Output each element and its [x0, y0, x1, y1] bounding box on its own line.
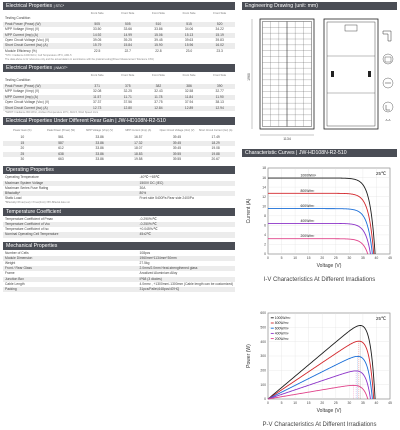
stc-cell: 505 — [82, 22, 113, 27]
nmot-cell: 32.25 — [123, 89, 132, 94]
stc-cell: 510 — [143, 22, 174, 27]
nmot-cell: 37.56 — [123, 100, 132, 105]
x-tick-label: 35 — [360, 401, 365, 405]
nmot-cell: 386 — [174, 84, 205, 89]
y-axis-label: Power (W) — [246, 344, 252, 368]
stc-cell: 15.06 — [143, 33, 174, 38]
x-tick-label: 20 — [320, 256, 325, 260]
nmot-section-header — [3, 64, 235, 72]
rear-cell: 39.55 — [158, 152, 197, 157]
series-label: 1000W/m² — [274, 316, 291, 320]
nmot-cell: 32.58 — [184, 89, 194, 94]
x-tick-label: 10 — [293, 256, 298, 260]
y-tick-label: 18 — [262, 166, 266, 171]
nmot-cell: 12.73 — [82, 106, 113, 111]
operating-value: -40℃~+85℃ — [139, 175, 160, 180]
mechanical-value: 4.0mm² , +1300mm/-1300mm (Cable length can be customized) — [139, 281, 234, 286]
rear-cell: 561 — [58, 135, 64, 140]
nmot-row-label: Peak Power (Pmax) (W) — [3, 84, 82, 89]
nmot-cell: 12.94 — [204, 106, 235, 111]
stc-cell: 515 — [174, 22, 205, 27]
nmot-title-sup: | NMOT* — [53, 66, 68, 71]
y-tick-label: 400 — [260, 339, 266, 344]
x-tick-label: 0 — [267, 401, 269, 405]
series-label: 1000W/m² — [300, 173, 317, 178]
curves-title: Characteristic Curves — [245, 150, 295, 156]
nmot-cell: 37.37 — [93, 100, 102, 105]
stc-row-label: Peak Power (Pmax) (W) — [3, 22, 82, 27]
temperature-title: Temperature Coefficient — [6, 208, 61, 215]
drawing-unit: (unit: mm) — [294, 3, 318, 9]
mechanical-value: 2.0mm/2.0mm Heat-strengthened glass — [138, 266, 235, 271]
series-label: 800W/m² — [300, 188, 315, 193]
y-tick-label: 200 — [260, 368, 266, 373]
operating-note: *Bifaciality=Pmax(rear) / Pmax(front) ±5% Bifacial data not — [5, 201, 70, 205]
mechanical-value: 1960mm*1134mm*30mm — [138, 256, 235, 261]
rear-view — [324, 19, 378, 129]
stc-cell: 22.8 — [155, 48, 162, 53]
nmot-cell: 37.94 — [184, 100, 194, 105]
mechanical-key: Weight — [5, 260, 16, 265]
rear-cell: 39.45 — [172, 135, 182, 140]
stc-row-label: Module Efficiency (%) — [5, 48, 37, 53]
stc-row-label: Short Circuit Current (Isc) (A) — [3, 43, 82, 48]
rear-section-header — [3, 117, 235, 125]
drawing-title: Engineering Drawing — [245, 3, 294, 9]
operating-key: Operating Temperature — [5, 175, 39, 180]
stc-cell: 39.25 — [123, 38, 132, 43]
rear-col-header: Peak Power (Pmax) (W) — [47, 129, 75, 133]
x-tick-label: 45 — [388, 401, 392, 405]
mechanical-value: IP68 (3 diodes) — [138, 277, 235, 282]
mechanical-value: Anodized Aluminium Alloy — [139, 271, 178, 276]
stc-cell: 22.7 — [124, 48, 132, 53]
section-details — [383, 31, 393, 122]
temperature-key: Temperature Coefficient of Isc — [5, 227, 49, 232]
stc-title-sup: | STC* — [53, 4, 65, 8]
y-tick-label: 2 — [264, 242, 266, 247]
stc-cell: 23.3 — [216, 48, 223, 53]
curves-model: JW-HD108N-R2-510 — [298, 150, 347, 156]
rear-cell: 18.07 — [134, 146, 143, 151]
stc-col-header: Front Side — [121, 11, 135, 15]
rear-cell: 33.86 — [95, 146, 104, 151]
nmot-cell: 11.84 — [174, 95, 205, 100]
temperature-value: 45±2℃ — [138, 232, 235, 237]
iv-chart — [242, 158, 397, 276]
temperature-label: 25℃ — [375, 171, 386, 176]
temperature-key: Temperature Coefficient of Voc — [3, 222, 138, 227]
y-tick-label: 12 — [262, 194, 266, 199]
x-tick-label: 40 — [374, 401, 379, 405]
stc-row-label: MPP Current (Imp) (A) — [3, 33, 82, 38]
mechanical-key: Junction Box — [3, 277, 138, 282]
stc-cell: 33.86 — [154, 27, 163, 32]
x-axis-label: Voltage (V) — [316, 408, 342, 414]
nmot-title: Electrical Properties — [6, 65, 53, 72]
rear-cell: 16.57 — [134, 135, 143, 140]
rear-cell: 638 — [42, 152, 81, 157]
operating-title: Operating Properties — [6, 167, 54, 174]
stc-cell: 15.90 — [143, 43, 174, 48]
rear-cell: 17.32 — [119, 141, 158, 146]
rear-col-header: MPP Voltage (Vmp) (V) — [86, 129, 114, 133]
stc-row-label: MPP Voltage (Vmp) (V) — [5, 27, 40, 32]
x-tick-label: 40 — [374, 256, 379, 260]
nmot-col-header: Front Side — [182, 73, 196, 78]
y-tick-label: 500 — [260, 325, 266, 330]
rear-row-label: 10 — [20, 135, 25, 140]
x-tick-label: 5 — [280, 256, 283, 260]
mechanical-section-header — [3, 242, 235, 250]
rear-cell: 33.86 — [80, 141, 119, 146]
stc-cell: 34.06 — [184, 27, 194, 32]
temperature-value: +0.045%/℃ — [139, 227, 158, 232]
stc-note-1: *STC: Irradiance 1000 W/m², Cell Temperature 25°C, AM1.5 — [5, 54, 72, 58]
operating-table — [3, 175, 235, 201]
rear-cell: 33.86 — [80, 152, 119, 157]
y-tick-label: 600 — [260, 311, 266, 316]
nmot-cell: 390 — [204, 84, 235, 89]
series-label: 600W/m² — [274, 326, 289, 331]
y-tick-label: 300 — [260, 354, 266, 359]
stc-col-header: Front Side — [213, 11, 227, 15]
stc-cell: 505 — [113, 22, 144, 27]
y-tick-label: 4 — [264, 233, 266, 238]
nmot-col-header: Front Side — [213, 73, 227, 78]
operating-value: 30A — [139, 185, 146, 190]
rear-cell: 18.29 — [196, 141, 235, 146]
x-tick-label: 0 — [267, 256, 269, 260]
stc-cell: 16.02 — [204, 43, 235, 48]
nmot-row-label: MPP Voltage (Vmp) (V) — [5, 89, 40, 94]
nmot-cell: 11.78 — [143, 95, 174, 100]
x-tick-label: 25 — [333, 256, 338, 260]
stc-title: Electrical Properties — [6, 3, 53, 9]
x-tick-label: 5 — [280, 401, 283, 405]
series-label: 400W/m² — [274, 331, 289, 336]
stc-cell: 15.84 — [113, 43, 144, 48]
nmot-cell: 371 — [82, 84, 113, 89]
rear-cell: 39.45 — [158, 141, 197, 146]
stc-row-label: Open Circuit Voltage (Voc) (V) — [5, 38, 50, 43]
stc-col-header: Front Side — [151, 11, 165, 15]
y-tick-label: 0 — [264, 397, 266, 402]
x-tick-label: 30 — [347, 401, 352, 405]
stc-col-header: Front Side — [90, 11, 104, 15]
rear-cell: 33.86 — [95, 156, 104, 161]
rear-cell: 39.45 — [172, 146, 182, 151]
rear-row-label: 25 — [3, 152, 42, 157]
curves-section-header: Characteristic Curves | JW-HD108N-R2-510 — [242, 149, 397, 157]
x-tick-label: 15 — [306, 401, 311, 405]
x-tick-label: 45 — [388, 256, 392, 260]
mechanical-row — [3, 287, 235, 292]
rear-row-label: 20 — [20, 146, 25, 151]
operating-key: Static Load — [5, 196, 22, 201]
rear-cell: 19.08 — [211, 146, 220, 151]
left-column — [3, 2, 235, 292]
x-tick-label: 20 — [320, 401, 325, 405]
mechanical-key: Cable Length — [5, 281, 25, 286]
mechanical-title: Mechanical Properties — [6, 242, 58, 249]
nmot-col-header: Front Side — [151, 73, 165, 78]
drawing-section-header — [242, 2, 397, 10]
temperature-value: -0.290%/℃ — [139, 216, 157, 221]
stc-row-label: Testing Condition — [5, 16, 31, 21]
nmot-cell: 12.84 — [143, 106, 174, 111]
stc-cell: 33.66 — [123, 27, 132, 32]
pv-chart-caption: P-V Characteristics At Different Irradiations — [262, 422, 377, 428]
stc-cell: 15.19 — [204, 33, 235, 38]
stc-cell: 15.13 — [174, 33, 205, 38]
series-label: 200W/m² — [300, 234, 315, 239]
rear-cell: 587 — [42, 141, 81, 146]
series-label: 400W/m² — [300, 218, 315, 223]
nmot-note: *NMOT: Irradiance 800 W/m², Ambient Temperature 20°C, AM1.5, Wind Speed 1m/s — [5, 110, 99, 114]
x-tick-label: 15 — [306, 256, 311, 260]
temperature-value: -0.250%/℃ — [138, 222, 235, 227]
mechanical-value: 31pcs/Pallet,648pcs/40'HQ — [138, 287, 235, 292]
rear-col-header: MPP Current (Imp) (A) — [125, 129, 152, 133]
stc-cell: 15.96 — [174, 43, 205, 48]
y-tick-label: 10 — [262, 204, 266, 209]
rear-title-model: | JW-HD108N-R2-510 — [115, 118, 166, 125]
mechanical-key: Number of Cells — [5, 250, 29, 255]
series-label: 800W/m² — [274, 321, 289, 326]
iv-chart-svg — [242, 158, 397, 276]
y-axis-label: Current (A) — [246, 198, 252, 224]
stc-cell: 39.05 — [93, 38, 102, 43]
y-tick-label: 16 — [262, 175, 266, 180]
operating-key: Maximum Series Fuse Rating — [5, 185, 49, 190]
operating-key: Bifaciality* — [3, 191, 138, 196]
mechanical-key: Packing — [3, 287, 138, 292]
nmot-cell: 375 — [113, 84, 144, 89]
nmot-cell: 12.89 — [174, 106, 205, 111]
nmot-row-label: MPP Current (Imp) (A) — [3, 95, 82, 100]
nmot-cell: 11.90 — [204, 95, 235, 100]
nmot-cell: 32.77 — [215, 89, 224, 94]
series-label: 600W/m² — [300, 204, 315, 209]
mechanical-key: Module Dimension — [3, 256, 138, 261]
stc-cell: 15.79 — [82, 43, 113, 48]
nmot-cell: 382 — [143, 84, 174, 89]
stc-cell: 14.92 — [82, 33, 113, 38]
stc-cell: 34.22 — [215, 27, 224, 32]
pv-chart-svg — [242, 303, 397, 421]
rear-cell: 33.86 — [95, 135, 104, 140]
stc-note-2: The data above is for reference only and the actual data is in accordance with the pratical testing(Power Measurement Tolerance ±3%) — [5, 57, 154, 61]
nmot-col-header: Front Side — [90, 73, 104, 78]
nmot-cell: 11.57 — [82, 95, 113, 100]
stc-cell: 33.50 — [93, 27, 102, 32]
mechanical-value: 27.5kg — [139, 260, 150, 265]
mechanical-key: Frame — [5, 271, 15, 276]
rear-cell: 39.55 — [172, 156, 182, 161]
nmot-cell: 12.80 — [113, 106, 144, 111]
nmot-row-label: Short Circuit Current (Isc) (A) — [3, 106, 82, 111]
temperature-key: Temperature Coefficient of Pmax — [5, 216, 53, 221]
x-tick-label: 30 — [347, 256, 352, 260]
temperature-table — [3, 217, 235, 238]
rear-col-header: Short Circuit Current (Isc) (A) — [198, 129, 233, 133]
x-tick-label: 10 — [293, 401, 298, 405]
stc-cell: 39.63 — [184, 38, 194, 43]
rear-cell: 19.88 — [196, 152, 235, 157]
rear-title: Electrical Properties Under Different Rear Gain — [6, 118, 114, 125]
operating-section-header — [3, 166, 235, 174]
right-column — [242, 2, 397, 430]
front-view — [260, 19, 314, 129]
stc-cell: 39.83 — [215, 38, 224, 43]
stc-cell: 22.5 — [93, 48, 101, 53]
rear-cell: 612 — [58, 146, 64, 151]
stc-cell: 520 — [204, 22, 235, 27]
rear-col-header: Open Circuit Voltage (Voc) (V) — [159, 129, 195, 133]
engineering-drawing-svg — [242, 11, 397, 143]
rear-cell: 17.49 — [211, 135, 220, 140]
y-tick-label: 0 — [264, 252, 266, 257]
nmot-cell: 32.08 — [93, 89, 102, 94]
rear-cell: 20.67 — [211, 156, 220, 161]
stc-table — [3, 11, 235, 54]
stc-cell: 23.0 — [185, 48, 193, 53]
y-tick-label: 14 — [262, 185, 266, 190]
nmot-cell: 11.71 — [113, 95, 144, 100]
y-tick-label: 6 — [264, 223, 266, 228]
temperature-label: 25℃ — [375, 316, 386, 321]
engineering-drawing — [242, 11, 397, 143]
rear-row-label: 30 — [20, 156, 25, 161]
mechanical-key: Front / Rear Glass — [3, 266, 138, 271]
nmot-cell: 38.13 — [215, 100, 224, 105]
width-dimension: 1134 — [283, 137, 291, 141]
temperature-key: Nominal Operating Cell Temperature — [3, 232, 138, 237]
nmot-row-label: Testing Condition — [5, 78, 31, 83]
nmot-cell: 32.43 — [154, 89, 163, 94]
nmot-row-label: Open Circuit Voltage (Voc) (V) — [5, 100, 50, 105]
rear-col-header: Power Gain (%) — [13, 129, 32, 133]
operating-key: Maximum System Voltage — [3, 181, 138, 186]
operating-value: 1500V DC (IEC) — [138, 181, 235, 186]
mechanical-table — [3, 251, 235, 293]
temperature-section-header — [3, 208, 235, 216]
rear-gain-table — [3, 126, 235, 162]
stc-section-header — [3, 2, 235, 10]
x-axis-label: Voltage (V) — [316, 263, 342, 269]
mechanical-value: 108pcs — [139, 250, 151, 255]
operating-value: Front side 5400Pa Rear side 2400Pa — [139, 196, 194, 201]
rear-row-label: 15 — [3, 141, 42, 146]
section-label: A-A — [385, 118, 391, 122]
rear-cell: 663 — [58, 156, 64, 161]
stc-cell: 39.45 — [154, 38, 163, 43]
height-dimension: 1960 — [247, 73, 251, 81]
operating-value: 80% — [138, 191, 235, 196]
nmot-col-header: Front Side — [121, 73, 135, 78]
rear-cell: 18.83 — [119, 152, 158, 157]
x-tick-label: 25 — [333, 401, 338, 405]
nmot-table — [3, 73, 235, 111]
iv-chart-caption: I-V Characteristics At Different Irradiations — [263, 277, 376, 283]
plot-area — [268, 168, 390, 254]
stc-cell: 14.99 — [113, 33, 144, 38]
series-label: 200W/m² — [274, 336, 289, 341]
y-tick-label: 100 — [260, 382, 266, 387]
stc-col-header: Front Side — [182, 11, 196, 15]
nmot-cell: 37.75 — [154, 100, 163, 105]
x-tick-label: 35 — [360, 256, 365, 260]
y-tick-label: 8 — [264, 213, 266, 218]
rear-cell: 19.58 — [134, 156, 143, 161]
pv-chart — [242, 303, 397, 421]
